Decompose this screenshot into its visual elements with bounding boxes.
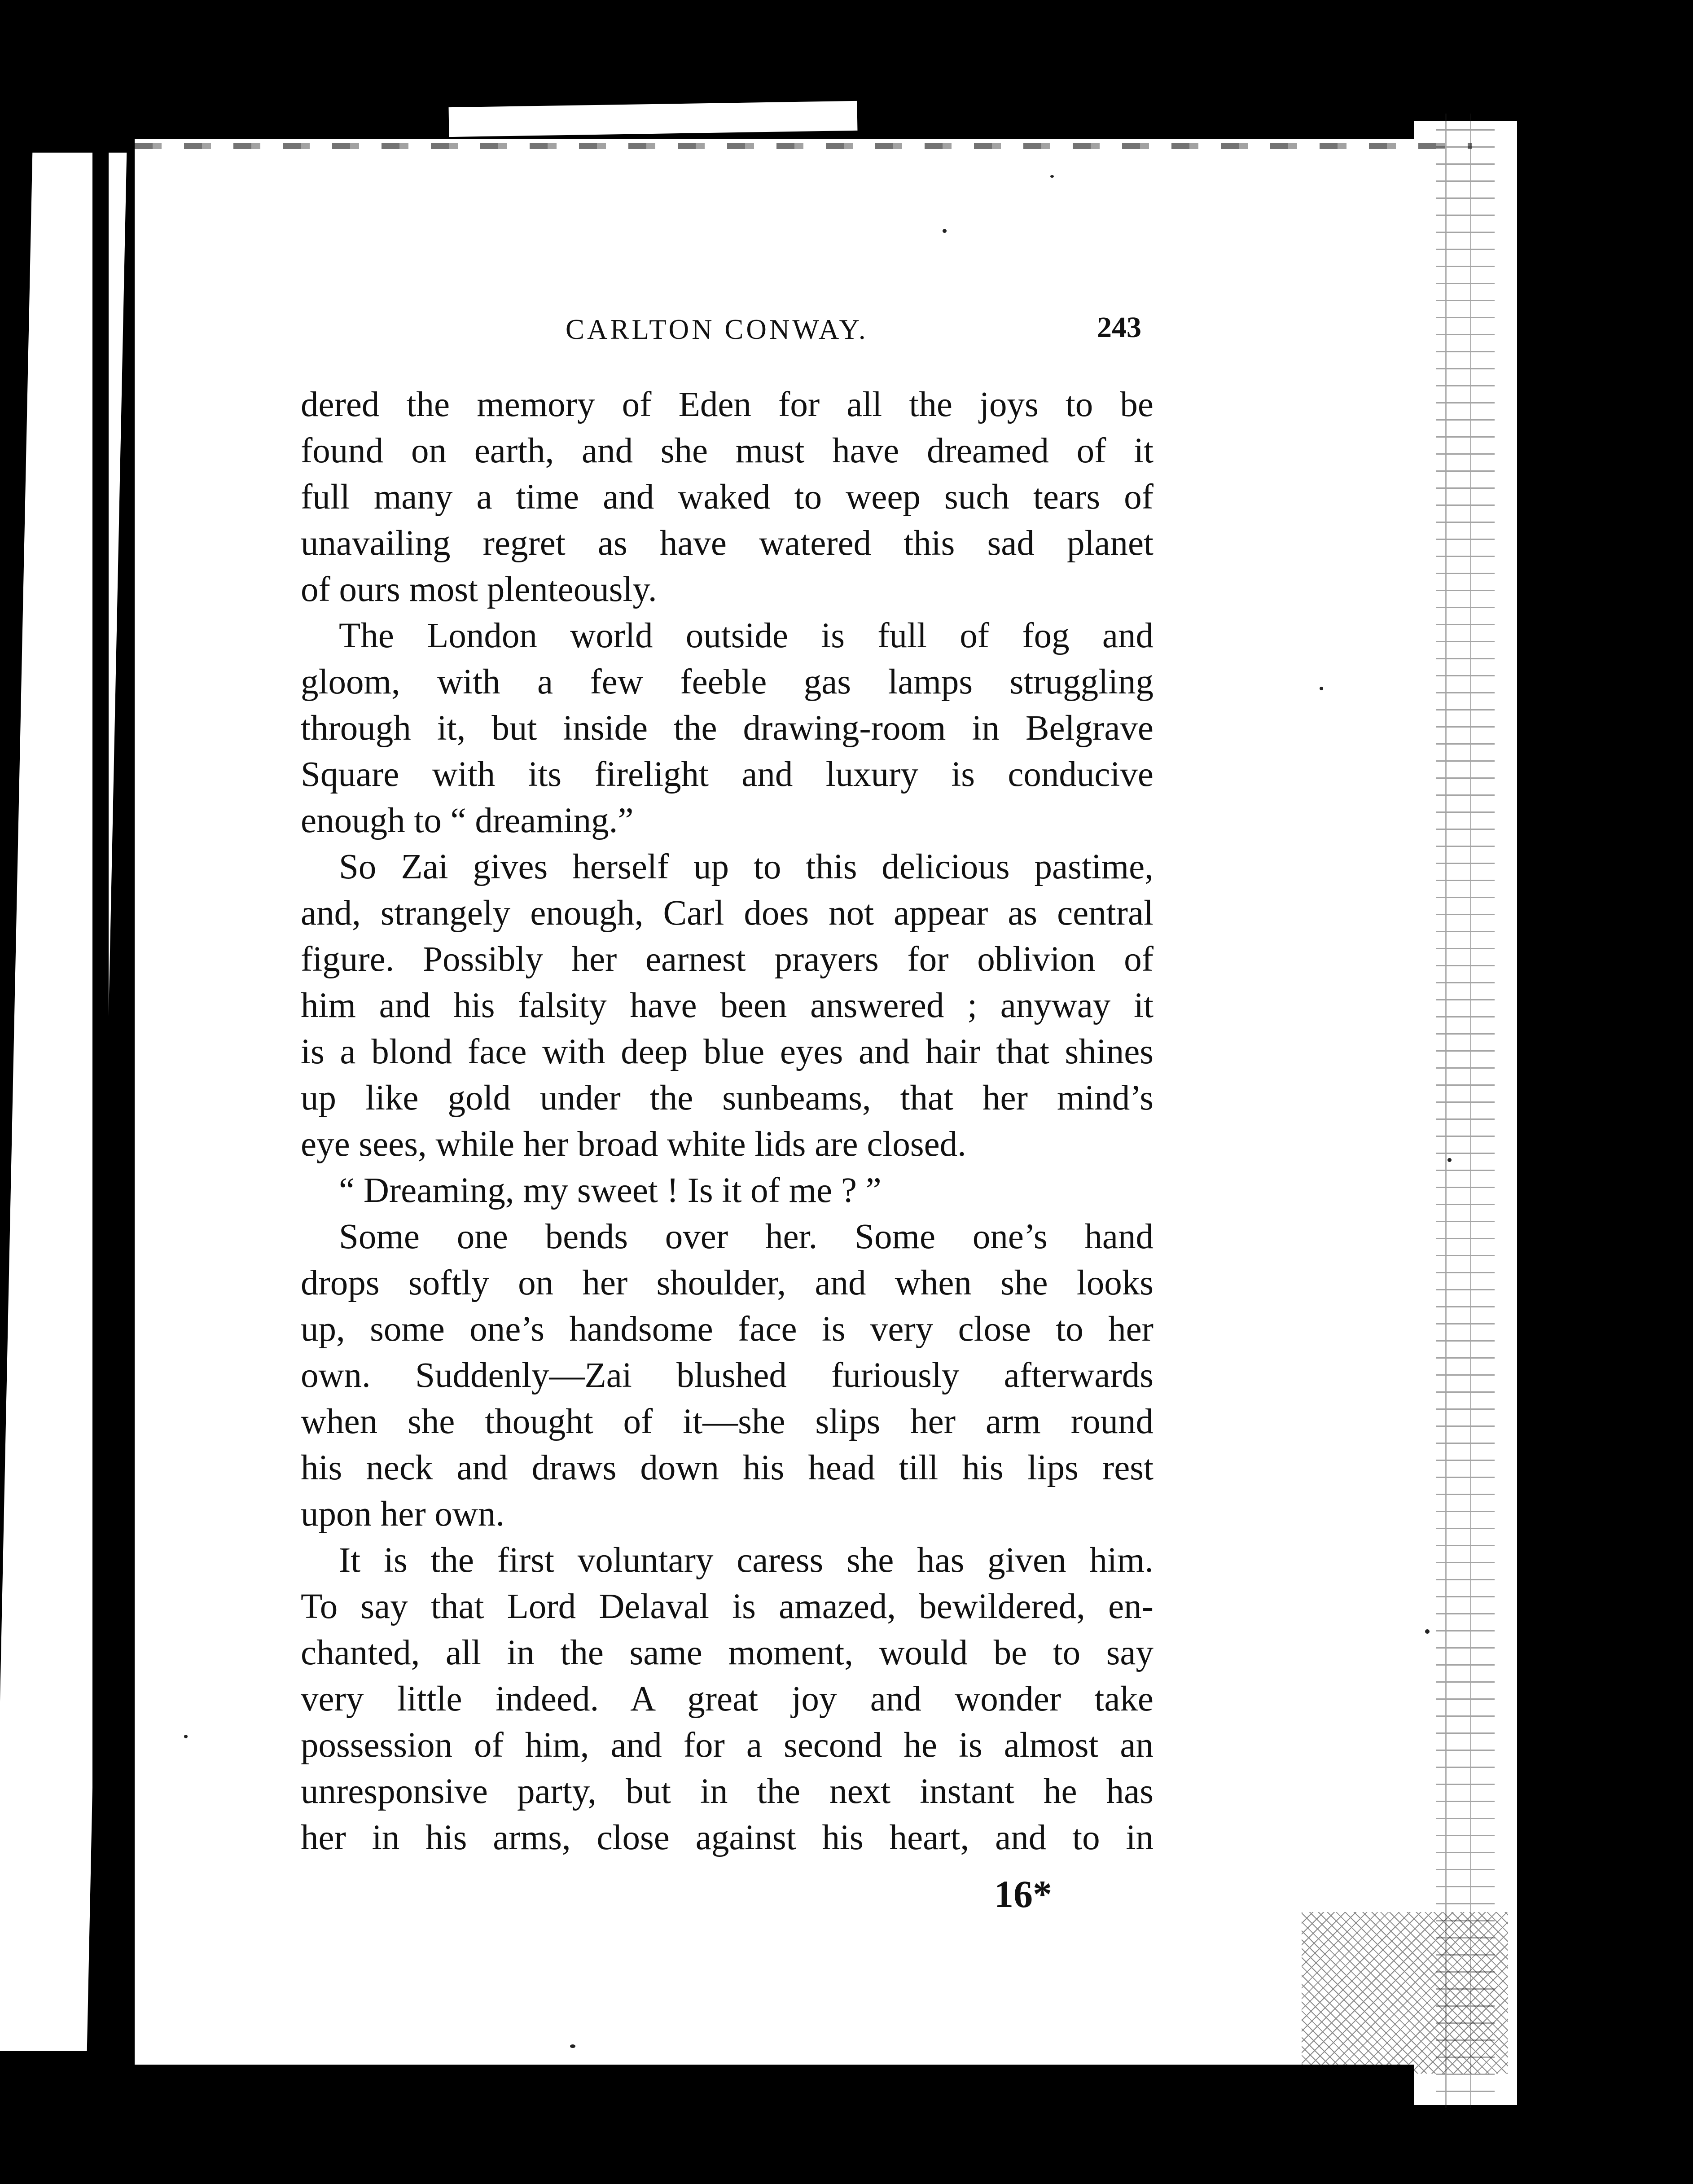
- text-line: To say that Lord Delaval is amazed, bewildered, en-: [301, 1587, 1154, 1626]
- text-line: very little indeed. A great joy and wonder take: [301, 1680, 1154, 1719]
- text-line: own. Suddenly—Zai blushed furiously afterwards: [301, 1356, 1154, 1395]
- text-line: “ Dreaming, my sweet ! Is it of me ? ”: [339, 1171, 882, 1210]
- text-line: unavailing regret as have watered this sad planet: [301, 524, 1154, 563]
- text-line: found on earth, and she must have dreamed of it: [301, 431, 1154, 470]
- top-paper-edge: [449, 101, 858, 137]
- text-line: upon her own.: [301, 1495, 505, 1534]
- text-line: through it, but inside the drawing-room in Belgrave: [301, 709, 1154, 748]
- scan-speck: [1050, 175, 1054, 178]
- text-line: when she thought of it—she slips her arm round: [301, 1402, 1154, 1441]
- text-line: eye sees, while her broad white lids are closed.: [301, 1125, 966, 1164]
- scan-speck: [943, 229, 947, 233]
- scan-speck: [184, 1735, 188, 1738]
- text-line: It is the first voluntary caress she has given him.: [339, 1541, 1154, 1580]
- page-top-shadow: [135, 143, 1472, 149]
- body-text: [301, 382, 1154, 1861]
- page-gutter: [92, 153, 109, 2056]
- text-line: full many a time and waked to weep such tears of: [301, 478, 1154, 517]
- scan-speck: [1425, 1629, 1430, 1634]
- text-line: enough to “ dreaming.”: [301, 801, 634, 840]
- text-line: up, some one’s handsome face is very close to her: [301, 1310, 1154, 1349]
- text-line: gloom, with a few feeble gas lamps struggling: [301, 662, 1154, 702]
- scan-speck: [1447, 1158, 1452, 1162]
- text-line: his neck and draws down his head till his lips rest: [301, 1448, 1154, 1487]
- text-line: Some one bends over her. Some one’s hand: [339, 1217, 1154, 1256]
- page-number: 243: [1097, 311, 1141, 344]
- text-line: figure. Possibly her earnest prayers for oblivion of: [301, 940, 1154, 979]
- right-edge-noise: [1436, 112, 1495, 2109]
- text-line: So Zai gives herself up to this delicious pastime,: [339, 847, 1154, 886]
- text-line: dered the memory of Eden for all the joys to be: [301, 385, 1154, 424]
- text-line: Square with its firelight and luxury is conducive: [301, 755, 1154, 794]
- text-line: possession of him, and for a second he is almost an: [301, 1726, 1154, 1765]
- text-line: up like gold under the sunbeams, that her mind’s: [301, 1079, 1154, 1118]
- text-line: of ours most plenteously.: [301, 570, 657, 609]
- text-line: her in his arms, close against his heart, and to in: [301, 1818, 1154, 1857]
- text-line: drops softly on her shoulder, and when she looks: [301, 1263, 1154, 1303]
- bottom-right-noise: [1302, 1912, 1508, 2074]
- signature-mark: 16*: [994, 1873, 1052, 1916]
- text-line: him and his falsity have been answered ; anyway it: [301, 986, 1154, 1025]
- text-line: and, strangely enough, Carl does not appear as central: [301, 894, 1154, 933]
- text-line: chanted, all in the same moment, would be to say: [301, 1633, 1154, 1672]
- scan-speck: [570, 2044, 575, 2048]
- text-line: The London world outside is full of fog and: [339, 616, 1154, 655]
- running-title: CARLTON CONWAY.: [566, 314, 868, 345]
- scan-speck: [1320, 687, 1323, 690]
- text-line: is a blond face with deep blue eyes and hair that shines: [301, 1032, 1154, 1071]
- text-line: unresponsive party, but in the next instant he has: [301, 1772, 1154, 1811]
